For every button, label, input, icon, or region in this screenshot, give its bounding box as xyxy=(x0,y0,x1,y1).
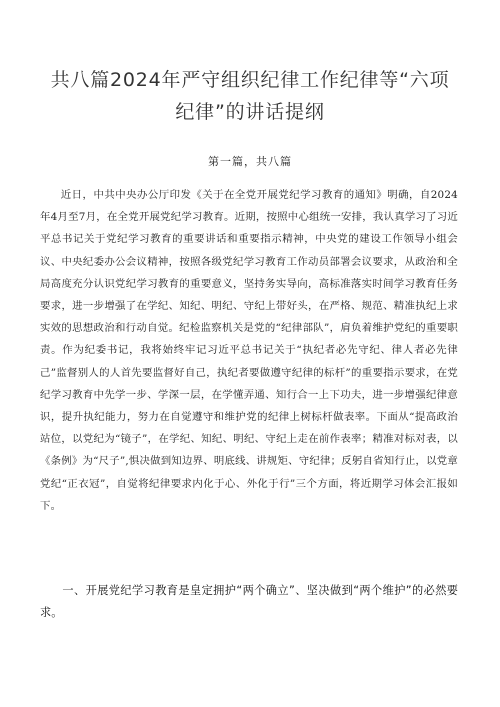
document-title: 共八篇2024年严守组织纪律工作纪律等“六项纪律”的讲话提纲 xyxy=(50,69,450,123)
body-paragraph: 近日，中共中央办公厅印发《关于在全党开展党纪学习教育的通知》明确，自2024年4月至7月，在全党开展党纪学习教育。近期，按照中心组统一安排，我认真学习了习近平总书记关于党纪学习教育的重要讲话和重要指示精神，中央党的建设工作领导小组会议、中央纪委办公会议精神，按照各级党纪学习教育工作动员部署会议要求，从政治和全局高度充分认识党纪学习教育的重要意义，坚持务实导向，高标准落实时间学习教育任务要求，进一步增强了在学纪、知纪、明纪、守纪上带好头，在严格、规范、精准执纪上求实效的思想政治和行动自觉。纪检监察机关是党的“纪律部队”，肩负着维护党纪的重要职责。作为纪委书记，我将始终牢记习近平总书记关于“执纪者必先守纪、律人者必先律己”监督别人的人首先要监督好自己，执纪者要做遵守纪律的标杆”的重要指示要求，在党纪学习教育中先学一步、学深一层，在学懂弄通、知行合一上下功夫，进一步增强纪律意识，提升执纪能力，努力在自觉遵守和维护党的纪律上树标杆做表率。下面从“提高政治站位，以党纪为“镜子”，在学纪、知纪、明纪、守纪上走在前作表率；精准对标对表，以《条例》为“尺子”,惧决做到知边界、明底线、讲规矩、守纪律；反躬自省知行止，以党章党纪“正衣冠”，自觉将纪律要求内化于心、外化于行”三个方面，将近期学习体会汇报如下。 xyxy=(40,189,458,512)
sub-heading: 一、开展党纪学习教育是皇定拥护“两个确立”、坚决做到“两个维护”的必然要求。 xyxy=(40,584,458,619)
section-heading: 第一篇，共八篇 xyxy=(208,155,292,168)
